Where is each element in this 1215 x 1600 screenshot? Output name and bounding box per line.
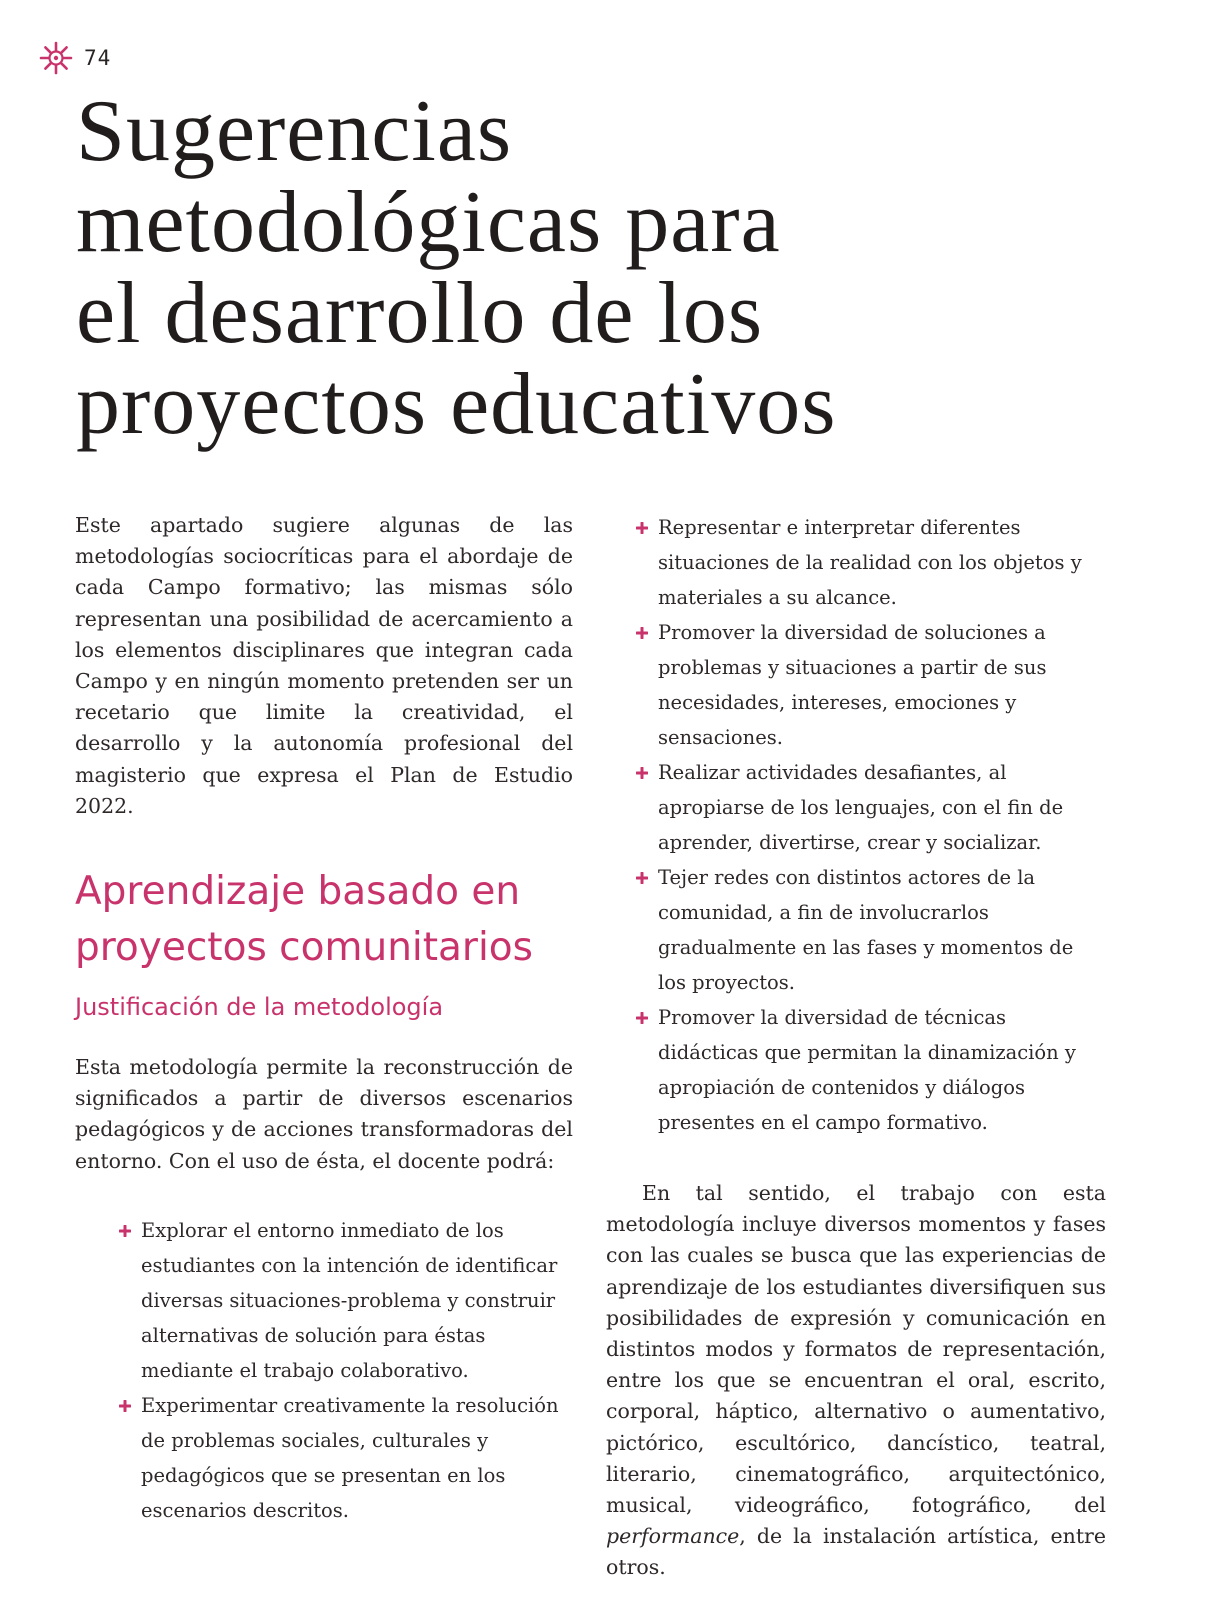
section-paragraph: Esta metodología permite la reconstrucción de significados a partir de diversos escenarios pedagógicos y de acciones transformadoras del entorno. Con el uso de ésta, el docente podrá: [75, 1055, 573, 1173]
list-item [636, 615, 1106, 755]
list-item-text: Promover la diversidad de técnicas didácticas que permitan la dinamización y apropiación de contenidos y diálogos presentes en el campo formativo. [658, 1006, 1076, 1134]
title-line: el desarrollo de los [76, 265, 764, 362]
cross-bullet-icon [119, 1225, 131, 1237]
closing-italic: performance [606, 1524, 740, 1549]
cross-bullet-icon [119, 1400, 131, 1412]
cross-bullet-icon [636, 872, 648, 884]
list-item-text: Explorar el entorno inmediato de los estudiantes con la intención de identificar diversas situaciones-problema y construir alternativas de solución para éstas mediante el trabajo colaborativo. [141, 1218, 558, 1382]
section-heading-line: Aprendizaje basado en [75, 869, 521, 915]
list-item-text: Experimentar creativamente la resolución de problemas sociales, culturales y pedagógicos que se presentan en los escenarios descritos. [141, 1393, 559, 1522]
intro-paragraph: Este apartado sugiere algunas de las metodologías sociocríticas para el abordaje de cada Campo formativo; las mismas sólo representan una posibilidad de acercamiento a los elementos disciplinares que integran cada Campo y en ningún momento pretenden ser un recetario que limite la creatividad, el desarrollo y la autonomía profesional del magisterio que expresa el Plan de Estudio 2022. [75, 513, 573, 818]
cross-bullet-icon [636, 522, 648, 534]
closing-text: En tal sentido, el trabajo con esta metodología incluye diversos momentos y fases con las cuales se busca que las experiencias de aprendizaje de los estudiantes diversifiquen sus posibilidades de expresión y comunicación en distintos modos y formatos de representación, entre los que se encuentran el oral, escrito, corporal, háptico, alternativo o aumentativo, pictórico, escultórico, dancístico, teatral, literario, cinematográfico, arquitectónico, musical, videográfico, fotográfico, del [606, 1181, 1106, 1518]
list-item [636, 1000, 1106, 1140]
bullet-list-right [636, 510, 1106, 1140]
list-item [636, 860, 1106, 1000]
right-column [606, 510, 1106, 1584]
bullet-list-left [119, 1213, 573, 1528]
page-number: 74 [84, 46, 112, 70]
cross-bullet-icon [636, 767, 648, 779]
cross-bullet-icon [636, 627, 648, 639]
left-column [75, 510, 573, 1528]
section-subheading: Justificación de la metodología [75, 993, 444, 1022]
page-header [38, 40, 111, 76]
list-item [119, 1213, 573, 1388]
section-heading [75, 864, 573, 976]
list-item-text: Representar e interpretar diferentes situaciones de la realidad con los objetos y materiales a su alcance. [658, 516, 1082, 609]
section-heading-line: proyectos comunitarios [75, 925, 533, 971]
title-line: Sugerencias [76, 83, 513, 180]
closing-paragraph [606, 1178, 1106, 1584]
list-item-text: Tejer redes con distintos actores de la comunidad, a fin de involucrarlos gradualmente en las fases y momentos de los proyectos. [658, 866, 1074, 994]
list-item [636, 510, 1106, 615]
title-line: proyectos educativos [76, 356, 837, 453]
closing-text-end: , de la instalación artística, entre otros. [606, 1524, 1106, 1580]
list-item-text: Realizar actividades desafiantes, al apropiarse de los lenguajes, con el fin de aprender, divertirse, crear y socializar. [658, 761, 1064, 854]
title-line: metodológicas para [76, 174, 781, 271]
list-item-text: Promover la diversidad de soluciones a problemas y situaciones a partir de sus necesidades, intereses, emociones y sensaciones. [658, 621, 1047, 749]
flower-icon [38, 40, 74, 76]
page-title [76, 83, 1056, 453]
cross-bullet-icon [636, 1012, 648, 1024]
list-item [636, 755, 1106, 860]
list-item [119, 1388, 573, 1528]
